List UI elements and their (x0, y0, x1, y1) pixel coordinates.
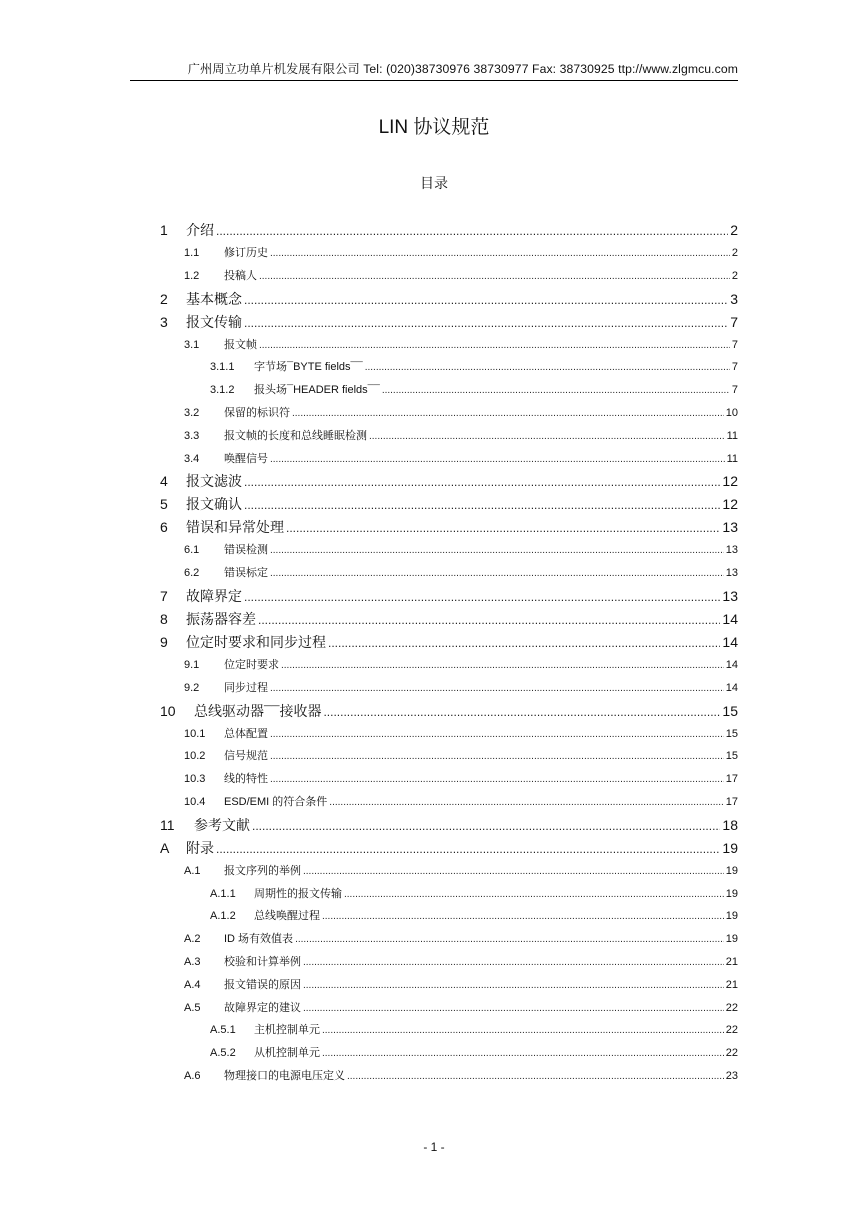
toc-entry-number: 3.2 (184, 406, 200, 419)
toc-entry-number: 9.2 (184, 681, 200, 694)
toc-entry-1-1[interactable] (160, 242, 738, 265)
toc-entry-number: A (160, 839, 170, 856)
toc-dot-leader (216, 220, 728, 242)
table-of-contents (160, 219, 738, 1088)
toc-entry-label: 附录 (186, 839, 214, 856)
toc-entry-page: 7 (731, 338, 738, 351)
toc-dot-leader (382, 380, 730, 402)
toc-entry-number: 8 (160, 610, 168, 627)
toc-entry-9-2[interactable] (160, 677, 738, 700)
toc-entry-label: 报文帧 (224, 338, 257, 351)
toc-entry-page: 12 (722, 473, 738, 490)
toc-entry-number: A.1.1 (210, 887, 236, 900)
toc-entry-page: 11 (726, 452, 738, 465)
toc-entry-page: 11 (726, 429, 738, 442)
toc-entry-number: 2 (160, 290, 168, 307)
toc-entry-a-4[interactable] (160, 974, 738, 997)
toc-dot-leader (329, 792, 723, 814)
toc-entry-page: 14 (725, 681, 738, 694)
toc-entry-page: 23 (725, 1069, 738, 1082)
toc-entry-label: 报文帧的长度和总线睡眠检测 (224, 429, 367, 442)
toc-dot-leader (270, 678, 724, 700)
toc-entry-number: 6.1 (184, 544, 200, 557)
toc-dot-leader (303, 975, 724, 997)
toc-dot-leader (303, 998, 724, 1020)
toc-entry-a-1-1[interactable] (160, 883, 738, 906)
toc-entry-10-3[interactable] (160, 768, 738, 791)
toc-entry-page: 2 (730, 222, 738, 238)
toc-entry-page: 18 (722, 816, 738, 833)
toc-entry-label: ESD/EMI 的符合条件 (224, 795, 328, 808)
toc-entry-label: 周期性的报文传输 (254, 887, 342, 900)
toc-entry-number: 6 (160, 519, 168, 536)
toc-dot-leader (365, 357, 730, 379)
page-header: 广州周立功单片机发展有限公司 Tel: (020)38730976 38730977 Fax: 38730925 ttp://www.zlgmcu.com (130, 61, 738, 81)
toc-entry-number: 4 (160, 473, 168, 490)
toc-entry-3-1-2[interactable] (160, 379, 738, 402)
toc-dot-leader (270, 540, 724, 562)
toc-entry-label: 线的特性 (224, 773, 268, 786)
toc-entry-page: 2 (731, 247, 738, 259)
toc-dot-leader (270, 724, 724, 746)
toc-entry-page: 7 (731, 361, 738, 374)
toc-dot-leader (244, 312, 728, 334)
toc-entry-number: 10 (160, 702, 176, 719)
toc-entry-label: 位定时要求和同步过程 (186, 633, 326, 650)
toc-entry-8[interactable] (160, 608, 738, 631)
toc-entry-number: 3.3 (184, 429, 200, 442)
toc-dot-leader (270, 449, 725, 471)
toc-entry-number: 7 (160, 587, 168, 604)
toc-entry-a-5[interactable] (160, 997, 738, 1020)
toc-dot-leader (295, 929, 724, 951)
toc-entry-label: 错误标定 (224, 567, 268, 580)
toc-entry-number: A.5 (184, 1001, 201, 1014)
toc-entry-page: 22 (725, 1024, 738, 1037)
toc-entry-number: 3.4 (184, 452, 200, 465)
toc-entry-label: 参考文献 (194, 816, 250, 833)
toc-dot-leader (244, 471, 720, 493)
toc-entry-label: 故障界定的建议 (224, 1001, 301, 1014)
toc-entry-page: 7 (731, 384, 738, 397)
toc-dot-leader (244, 289, 728, 311)
toc-entry-number: 1.2 (184, 269, 200, 282)
toc-entry-number: 1 (160, 222, 168, 238)
toc-dot-leader (259, 335, 730, 357)
toc-entry-page: 13 (725, 544, 738, 557)
toc-entry-9-1[interactable] (160, 654, 738, 677)
toc-entry-page: 22 (725, 1001, 738, 1014)
toc-entry-page: 19 (725, 933, 738, 946)
toc-entry-3[interactable] (160, 311, 738, 334)
toc-entry-label: 总线唤醒过程 (254, 910, 320, 923)
toc-entry-number: 1.1 (184, 247, 200, 259)
toc-entry-label: 同步过程 (224, 681, 268, 694)
toc-entry-3-2[interactable] (160, 402, 738, 425)
toc-entry-number: 10.3 (184, 773, 206, 786)
toc-dot-leader (322, 1043, 724, 1065)
toc-entry-a-6[interactable] (160, 1065, 738, 1088)
toc-entry-label: 唤醒信号 (224, 452, 268, 465)
toc-dot-leader (270, 769, 724, 791)
toc-dot-leader (322, 906, 724, 928)
toc-entry-label: 错误检测 (224, 544, 268, 557)
toc-entry-page: 14 (725, 658, 738, 671)
toc-entry-label: 报文传输 (186, 313, 242, 330)
toc-entry-2[interactable] (160, 288, 738, 311)
toc-entry-label: 错误和异常处理 (186, 519, 284, 536)
toc-entry-page: 19 (725, 887, 738, 900)
toc-dot-leader (286, 517, 720, 539)
toc-entry-7[interactable] (160, 585, 738, 608)
toc-entry-a-2[interactable] (160, 928, 738, 951)
toc-entry-page: 21 (725, 978, 738, 991)
toc-entry-label: 信号规范 (224, 750, 268, 763)
toc-entry-label: 报文滤波 (186, 473, 242, 490)
toc-entry-number: 3.1 (184, 338, 200, 351)
toc-entry-a-3[interactable] (160, 951, 738, 974)
toc-entry-9[interactable] (160, 631, 738, 654)
toc-entry-11[interactable] (160, 814, 738, 837)
page-number: - 1 - (423, 1140, 445, 1154)
toc-dot-leader (252, 815, 720, 837)
toc-entry-number: A.4 (184, 978, 201, 991)
toc-entry-1-2[interactable] (160, 265, 738, 288)
toc-entry-label: 总线驱动器¯¯接收器 (194, 702, 322, 719)
toc-entry-page: 15 (725, 727, 738, 740)
toc-entry-6-2[interactable] (160, 562, 738, 585)
toc-entry-label: 物理接口的电源电压定义 (224, 1069, 345, 1082)
toc-entry-label: 保留的标识符 (224, 406, 290, 419)
toc-dot-leader (303, 861, 724, 883)
toc-entry-number: 9.1 (184, 658, 200, 671)
toc-entry-3-4[interactable] (160, 448, 738, 471)
toc-heading: 目录 (420, 177, 448, 192)
toc-entry-number: A.1 (184, 864, 201, 877)
document-title: LIN 协议规范 (378, 117, 490, 138)
toc-entry-6-1[interactable] (160, 539, 738, 562)
toc-dot-leader (270, 746, 724, 768)
toc-entry-number: 11 (160, 816, 175, 833)
toc-entry-number: 9 (160, 633, 168, 650)
toc-entry-page: 10 (725, 406, 738, 419)
toc-dot-leader (369, 426, 725, 448)
toc-entry-number: 6.2 (184, 567, 200, 580)
toc-entry-page: 13 (722, 587, 738, 604)
toc-entry-label: 字节场¯BYTE fields¯¯ (254, 361, 363, 374)
toc-entry-page: 15 (725, 750, 738, 763)
toc-entry-page: 3 (730, 290, 738, 307)
toc-entry-1[interactable] (160, 219, 738, 242)
toc-entry-label: 从机控制单元 (254, 1047, 320, 1060)
toc-entry-a-1-2[interactable] (160, 905, 738, 928)
toc-dot-leader (303, 952, 724, 974)
toc-dot-leader (323, 701, 720, 723)
toc-entry-label: 修订历史 (224, 247, 268, 259)
toc-entry-label: 总体配置 (224, 727, 268, 740)
toc-entry-label: 位定时要求 (224, 658, 279, 671)
toc-dot-leader (328, 632, 720, 654)
toc-dot-leader (216, 838, 720, 860)
toc-entry-page: 14 (722, 610, 738, 627)
toc-entry-10[interactable] (160, 700, 738, 723)
toc-entry-a-1[interactable] (160, 860, 738, 883)
toc-entry-page: 7 (730, 313, 738, 330)
toc-entry-3-3[interactable] (160, 425, 738, 448)
toc-entry-number: A.5.1 (210, 1024, 236, 1037)
toc-dot-leader (258, 609, 720, 631)
toc-entry-page: 2 (731, 269, 738, 282)
toc-dot-leader (322, 1020, 724, 1042)
toc-entry-number: 5 (160, 496, 168, 513)
toc-entry-page: 19 (722, 839, 738, 856)
toc-entry-page: 13 (722, 519, 738, 536)
toc-entry-page: 14 (722, 633, 738, 650)
toc-entry-page: 12 (722, 496, 738, 513)
toc-entry-4[interactable] (160, 470, 738, 493)
toc-entry-number: A.2 (184, 933, 201, 946)
toc-dot-leader (281, 655, 724, 677)
toc-entry-page: 19 (725, 864, 738, 877)
toc-entry-a-5-2[interactable] (160, 1042, 738, 1065)
toc-entry-6[interactable] (160, 516, 738, 539)
toc-dot-leader (347, 1066, 724, 1088)
toc-dot-leader (270, 563, 724, 585)
toc-entry-number: A.6 (184, 1069, 201, 1082)
toc-entry-label: 基本概念 (186, 290, 242, 307)
toc-entry-number: 3 (160, 313, 168, 330)
toc-entry-10-2[interactable] (160, 745, 738, 768)
toc-entry-page: 22 (725, 1047, 738, 1060)
toc-entry-label: 振荡器容差 (186, 610, 256, 627)
toc-entry-number: A.3 (184, 955, 201, 968)
toc-entry-page: 13 (725, 567, 738, 580)
toc-entry-label: 介绍 (186, 222, 214, 238)
toc-entry-number: 10.2 (184, 750, 206, 763)
toc-entry-a[interactable] (160, 837, 738, 860)
toc-dot-leader (344, 884, 724, 906)
toc-entry-label: 故障界定 (186, 587, 242, 604)
toc-entry-number: 10.4 (184, 795, 206, 808)
toc-entry-label: 报头场¯HEADER fields¯¯ (254, 384, 380, 397)
toc-entry-10-1[interactable] (160, 723, 738, 746)
toc-entry-number: 3.1.2 (210, 384, 235, 397)
toc-entry-page: 15 (722, 702, 738, 719)
toc-entry-number: A.5.2 (210, 1047, 236, 1060)
toc-entry-page: 17 (725, 773, 738, 786)
toc-entry-10-4[interactable] (160, 791, 738, 814)
toc-entry-3-1[interactable] (160, 334, 738, 357)
toc-entry-a-5-1[interactable] (160, 1019, 738, 1042)
toc-entry-label: 报文确认 (186, 496, 242, 513)
toc-entry-number: A.1.2 (210, 910, 236, 923)
toc-entry-page: 21 (725, 955, 738, 968)
toc-dot-leader (259, 266, 730, 288)
toc-entry-number: 3.1.1 (210, 361, 235, 374)
toc-entry-3-1-1[interactable] (160, 356, 738, 379)
toc-entry-label: 主机控制单元 (254, 1024, 320, 1037)
toc-entry-number: 10.1 (184, 727, 206, 740)
toc-entry-label: ID 场有效值表 (224, 933, 294, 946)
toc-dot-leader (244, 586, 720, 608)
toc-entry-label: 投稿人 (224, 269, 257, 282)
toc-entry-label: 报文序列的举例 (224, 864, 301, 877)
toc-entry-label: 校验和计算举例 (224, 955, 301, 968)
toc-entry-label: 报文错误的原因 (224, 978, 301, 991)
toc-dot-leader (270, 243, 730, 265)
toc-dot-leader (244, 494, 720, 516)
toc-dot-leader (292, 403, 724, 425)
toc-entry-5[interactable] (160, 493, 738, 516)
toc-entry-page: 17 (725, 795, 738, 808)
toc-entry-page: 19 (725, 910, 738, 923)
